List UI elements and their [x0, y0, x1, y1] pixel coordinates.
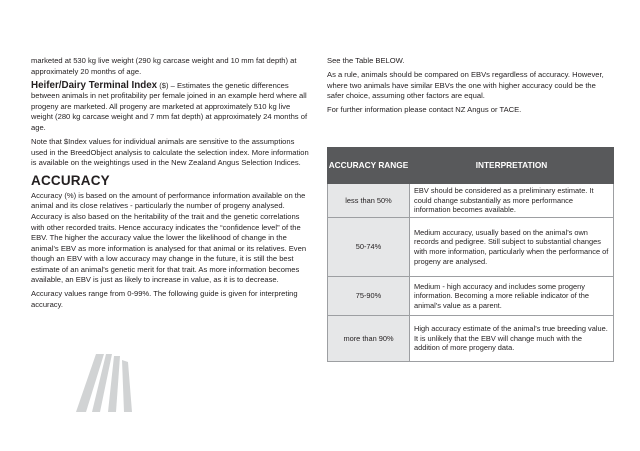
right-column — [327, 56, 614, 119]
interpretation-cell: Medium accuracy, usually based on the animal’s own records and pedigree. Still subject to substantial changes with more information, particularly when the performance of progeny are analysed. — [410, 218, 614, 277]
range-cell: less than 50% — [328, 184, 410, 218]
table-row — [328, 316, 614, 362]
accuracy-table — [327, 147, 614, 362]
paragraph-accuracy-range: Accuracy values range from 0-99%. The following guide is given for interpreting accuracy. — [31, 289, 298, 310]
paragraph-contact: For further information please contact NZ Angus or TACE. — [327, 105, 522, 115]
range-cell: more than 90% — [328, 316, 410, 362]
heifer-index-title: Heifer/Dairy Terminal Index — [31, 79, 158, 91]
paragraph-marketed: marketed at 530 kg live weight (290 kg carcase weight and 10 mm fat depth) at approximately 20 months of age. — [31, 56, 297, 76]
paragraph-accuracy: Accuracy (%) is based on the amount of performance information available on the animal and its close relatives - particularly the number of progeny analysed. Accuracy is also based on the heritability of the trait and the genetic correlations with other recorded traits. Hence accuracy indicates the “confidence level” of the EBV. The higher the accuracy value the lower the likelihood of change in the animal’s EBV as more information is analysed for that animal or its relatives. Even though an EBV with a low accuracy may change in the future, it is still the best estimate of an animal’s genetic merit for that trait. As more information becomes available, an EBV is just as likely to increase in value, as it is to decrease. — [31, 190, 307, 285]
range-cell: 75-90% — [328, 277, 410, 316]
interpretation-cell: Medium - high accuracy and includes some progeny information. Becoming a more reliable indicator of the animal’s value as a parent. — [410, 277, 614, 316]
heifer-index-body: ($) – Estimates the genetic differences between animals in net profitability per female joined in an example herd where all progeny are marketed. All progeny are marketed at approximately 510 kg live weight (280 kg carcase weight and 7 mm fat depth) at approximately 24 months of age. — [31, 80, 308, 132]
paragraph-heifer-index — [31, 81, 310, 134]
left-column — [31, 56, 310, 314]
table-row — [328, 184, 614, 218]
header-accuracy-range: ACCURACY RANGE — [328, 148, 410, 184]
interpretation-cell: High accuracy estimate of the animal’s true breeding value. It is unlikely that the EBV will change much with the addition of more progeny data. — [410, 316, 614, 362]
table-row — [328, 218, 614, 277]
paragraph-compare-rule: As a rule, animals should be compared on EBVs regardless of accuracy. However, where two animals have similar EBVs the one with higher accuracy could be the safer choice, assuming other factors are equal. — [327, 69, 604, 101]
range-cell: 50-74% — [328, 218, 410, 277]
table-row — [328, 277, 614, 316]
accuracy-heading: ACCURACY — [31, 172, 110, 188]
paragraph-index-note: Note that $Index values for individual animals are sensitive to the assumptions used in the BreedObject analysis to calculate the selection index. More information is available on the weightings used in the New Zealand Angus Selection Indices. — [31, 136, 309, 168]
paragraph-see-table: See the Table BELOW. — [327, 56, 405, 65]
header-interpretation: INTERPRETATION — [410, 148, 614, 184]
watermark-logo-icon — [70, 352, 140, 412]
table-header-row — [328, 148, 614, 184]
interpretation-cell: EBV should be considered as a preliminary estimate. It could change substantially as more performance information becomes available. — [410, 184, 614, 218]
